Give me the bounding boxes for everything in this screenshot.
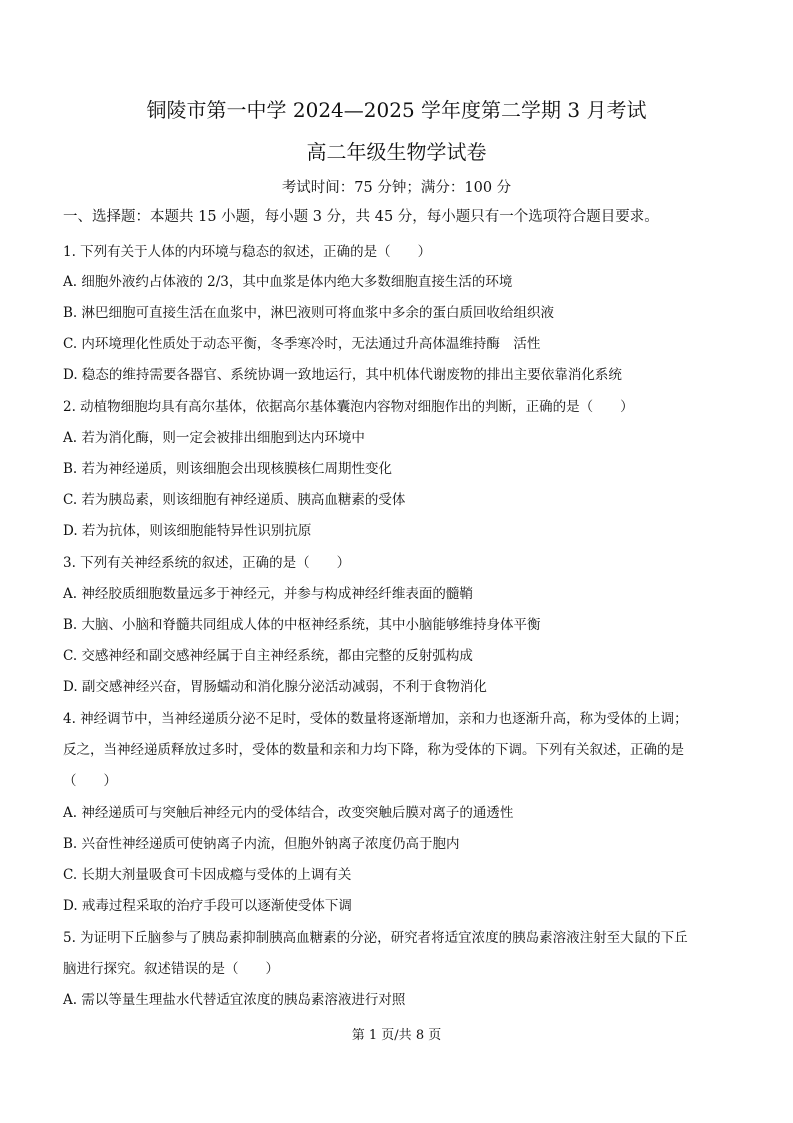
question-3-option-c: C. 交感神经和副交感神经属于自主神经系统，都由完整的反射弧构成 bbox=[63, 648, 473, 664]
question-4-option-b: B. 兴奋性神经递质可使钠离子内流，但胞外钠离子浓度仍高于胞内 bbox=[63, 836, 460, 852]
question-4-stem-line-2: 反之，当神经递质释放过多时，受体的数量和亲和力均下降，称为受体的下调。下列有关叙述，正确的是 bbox=[63, 742, 684, 758]
question-5-stem-line-2: 脑进行探究。叙述错误的是（ ） bbox=[63, 961, 279, 977]
question-5-option-a: A. 需以等量生理盐水代替适宜浓度的胰岛素溶液进行对照 bbox=[63, 992, 406, 1008]
page-footer: 第 1 页/共 8 页 bbox=[351, 1028, 442, 1043]
question-4-option-d: D. 戒毒过程采取的治疗手段可以逐渐使受体下调 bbox=[63, 898, 352, 914]
question-2-option-c: C. 若为胰岛素，则该细胞有神经递质、胰高血糖素的受体 bbox=[63, 492, 406, 508]
question-2-option-b: B. 若为神经递质，则该细胞会出现核膜核仁周期性变化 bbox=[63, 461, 393, 477]
question-4-stem-line-3: （ ） bbox=[63, 773, 117, 789]
question-3-stem: 3. 下列有关神经系统的叙述，正确的是（ ） bbox=[63, 555, 351, 571]
question-1-option-b: B. 淋巴细胞可直接生活在血浆中，淋巴液则可将血浆中多余的蛋白质回收给组织液 bbox=[63, 305, 555, 321]
question-2-stem: 2. 动植物细胞均具有高尔基体，依据高尔基体囊泡内容物对细胞作出的判断，正确的是（ ） bbox=[63, 399, 634, 415]
question-5-stem-line-1: 5. 为证明下丘脑参与了胰岛素抑制胰高血糖素的分泌，研究者将适宜浓度的胰岛素溶液注射至大鼠的下丘 bbox=[63, 930, 688, 946]
exam-info: 考试时间：75 分钟；满分：100 分 bbox=[281, 180, 512, 196]
question-1-option-d: D. 稳态的维持需要各器官、系统协调一致地运行，其中机体代谢废物的排出主要依靠消化系统 bbox=[63, 367, 622, 383]
question-1-stem: 1. 下列有关于人体的内环境与稳态的叙述，正确的是（ ） bbox=[63, 244, 432, 260]
question-4-stem-line-1: 4. 神经调节中，当神经递质分泌不足时，受体的数量将逐渐增加，亲和力也逐渐升高，称为受体的上调； bbox=[63, 711, 688, 727]
question-2-option-d: D. 若为抗体，则该细胞能特异性识别抗原 bbox=[63, 523, 312, 539]
question-3-option-d: D. 副交感神经兴奋，胃肠蠕动和消化腺分泌活动减弱，不利于食物消化 bbox=[63, 679, 487, 695]
question-3-option-a: A. 神经胶质细胞数量远多于神经元，并参与构成神经纤维表面的髓鞘 bbox=[63, 586, 473, 602]
question-1-option-c: C. 内环境理化性质处于动态平衡，冬季寒冷时，无法通过升高体温维持酶 活性 bbox=[63, 336, 541, 352]
exam-subtitle: 高二年级生物学试卷 bbox=[306, 140, 487, 164]
question-4-option-c: C. 长期大剂量吸食可卡因成瘾与受体的上调有关 bbox=[63, 867, 352, 883]
question-4-option-a: A. 神经递质可与突触后神经元内的受体结合，改变突触后膜对离子的通透性 bbox=[63, 805, 514, 821]
question-2-option-a: A. 若为消化酶，则一定会被排出细胞到达内环境中 bbox=[63, 430, 365, 446]
question-1-option-a: A. 细胞外液约占体液的 2/3，其中血浆是体内绝大多数细胞直接生活的环境 bbox=[63, 274, 513, 290]
question-3-option-b: B. 大脑、小脑和脊髓共同组成人体的中枢神经系统，其中小脑能够维持身体平衡 bbox=[63, 617, 541, 633]
exam-title: 铜陵市第一中学 2024—2025 学年度第二学期 3 月考试 bbox=[146, 98, 647, 122]
section-heading: 一、选择题：本题共 15 小题，每小题 3 分，共 45 分，每小题只有一个选项符合题目要求。 bbox=[63, 209, 659, 225]
